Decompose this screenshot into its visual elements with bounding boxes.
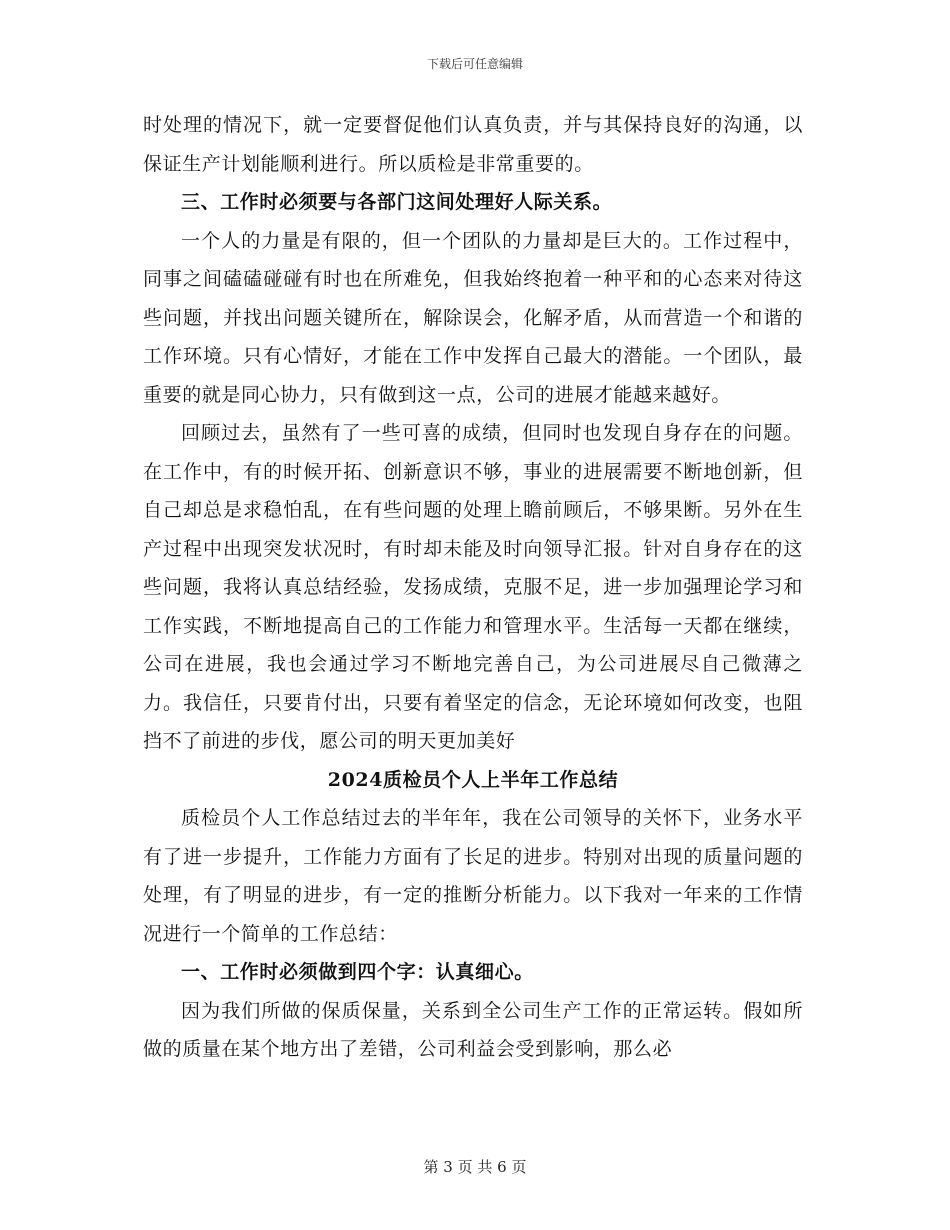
paragraph-review: 回顾过去，虽然有了一些可喜的成绩，但同时也发现自身存在的问题。在工作中，有的时候开拓、创新意识不够，事业的进展需要不断地创新，但自己却总是求稳怕乱，在有些问题的处理上瞻前顾后，不够果断。另外在生产过程中出现突发状况时，有时却未能及时向领导汇报。针对自身存在的这些问题，我将认真总结经验，发扬成绩，克服不足，进一步加强理论学习和工作实践，不断地提高自己的工作能力和管理水平。生活每一天都在继续，公司在进展，我也会通过学习不断地完善自己，为公司进展尽自己微薄之力。我信任，只要肯付出，只要有着坚定的信念，无论环境如何改变，也阻挡不了前进的步伐，愿公司的明天更加美好 xyxy=(143,422,803,752)
section-heading-3: 三、工作时必须要与各部门这间处理好人际关系。 xyxy=(181,191,613,213)
paragraph-continuation: 时处理的情况下，就一定要督促他们认真负责，并与其保持良好的沟通，以保证生产计划能顺利进行。所以质检是非常重要的。 xyxy=(143,114,803,175)
paragraph-intro: 质检员个人工作总结过去的半年年，我在公司领导的关怀下，业务水平有了进一步提升，工作能力方面有了长足的进步。特别对出现的质量问题的处理，有了明显的进步，有一定的推断分析能力。以下我对一年来的工作情况进行一个简单的工作总结： xyxy=(143,807,803,945)
paragraph-teamwork: 一个人的力量是有限的，但一个团队的力量却是巨大的。工作过程中，同事之间磕磕碰碰有时也在所难免，但我始终抱着一种平和的心态来对待这些问题，并找出问题关键所在，解除误会，化解矛盾，从而营造一个和谐的工作环境。只有心情好，才能在工作中发挥自己最大的潜能。一个团队，最重要的就是同心协力，只有做到这一点，公司的进展才能越来越好。 xyxy=(143,229,803,406)
page-number-footer: 第 3 页 共 6 页 xyxy=(423,1158,527,1176)
paragraph-quality: 因为我们所做的保质保量，关系到全公司生产工作的正常运转。假如所做的质量在某个地方出了差错，公司利益会受到影响，那么必 xyxy=(143,999,803,1060)
document-title: 2024质检员个人上半年工作总结 xyxy=(327,768,619,791)
section-heading-1: 一、工作时必须做到四个字：认真细心。 xyxy=(181,961,534,983)
document-body xyxy=(143,106,803,1069)
page-header-note: 下载后可任意编辑 xyxy=(426,57,523,71)
